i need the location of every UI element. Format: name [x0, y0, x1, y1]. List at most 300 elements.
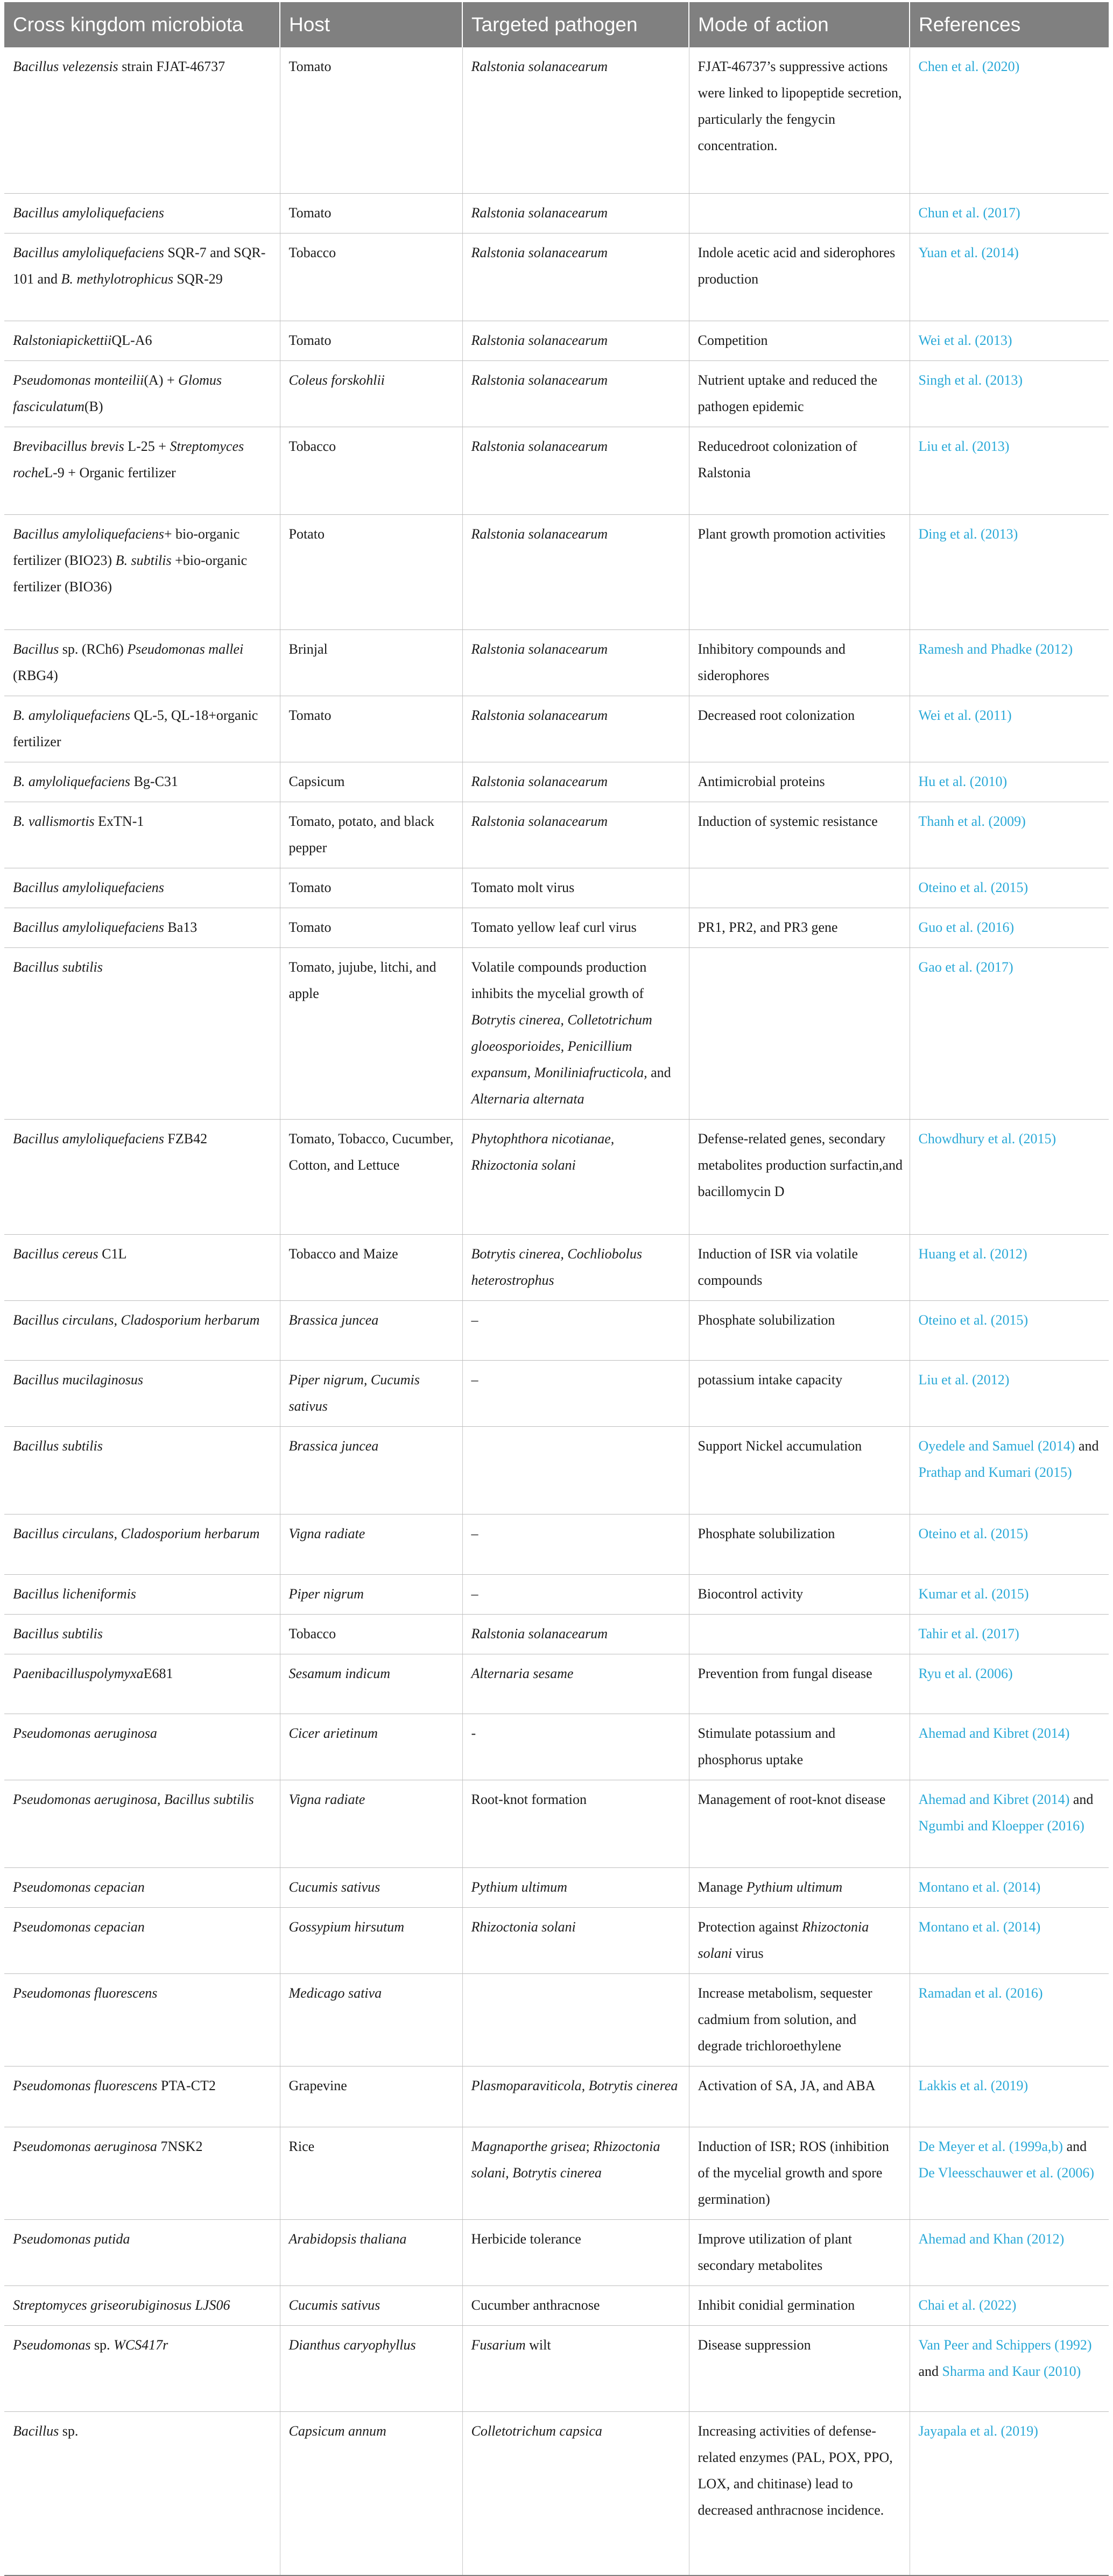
cell-text: and [1075, 1438, 1099, 1454]
cell-text: – [471, 1312, 478, 1328]
cell-text: Glomus fasciculatum [13, 372, 222, 414]
cell-text: Bacillus cereus [13, 1245, 98, 1262]
cell-references [910, 1780, 1109, 1867]
cell-text: Sesamum indicum [288, 1665, 390, 1681]
cell-targeted-pathogen [462, 2219, 689, 2285]
cell-references [910, 1973, 1109, 2066]
cell-text: Decreased root colonization [698, 707, 855, 723]
cell-text: ExTN-1 [94, 813, 144, 829]
table-row [4, 947, 1109, 1119]
cell-mode-of-action [689, 1973, 910, 2066]
cell-text: Ralstonia solanacearum [471, 59, 608, 74]
reference-link[interactable]: Ahemad and Kibret (2014) [918, 1725, 1070, 1741]
cell-text: Tomato, potato, and black pepper [288, 813, 434, 855]
cell-text: Botrytis cinerea, Cochliobolus heterostrophus [471, 1245, 642, 1288]
cell-text: Bacillus velezensis [13, 59, 118, 74]
cell-text: Piper nigrum, Cucumis sativus [288, 1371, 420, 1414]
cell-text: Botrytis cinerea, Colletotrichum gloeosporioides, Penicillium expansum, Moniliniafructicola, [471, 1011, 652, 1080]
reference-link[interactable]: Oteino et al. (2015) [918, 1312, 1029, 1328]
cell-microbiota [4, 47, 280, 193]
reference-link[interactable]: De Meyer et al. (1999a,b) [918, 2138, 1063, 2154]
reference-link[interactable]: Gao et al. (2017) [918, 959, 1013, 975]
cell-text: Tomato [288, 332, 332, 348]
cell-microbiota [4, 1514, 280, 1574]
cell-microbiota [4, 2066, 280, 2127]
cell-text: WCS417r [114, 2337, 168, 2353]
cell-mode-of-action [689, 696, 910, 762]
cell-references [910, 868, 1109, 908]
table-row [4, 1654, 1109, 1714]
cell-host [280, 1426, 462, 1514]
cell-targeted-pathogen [462, 1574, 689, 1614]
table-row [4, 427, 1109, 514]
cell-text: + bio-organic fertilizer (BIO23) [13, 526, 240, 568]
cell-text: Pseudomonas fluorescens [13, 1985, 158, 2001]
cell-text: and [1069, 1791, 1094, 1807]
cell-text: B. subtilis [115, 552, 172, 568]
table-row [4, 629, 1109, 696]
cell-text: Magnaporthe grisea [471, 2138, 586, 2154]
table-row [4, 514, 1109, 629]
cell-references [910, 762, 1109, 802]
cell-text: Prevention from fungal disease [698, 1665, 872, 1681]
table-row [4, 47, 1109, 193]
cell-host [280, 1574, 462, 1614]
cell-text: Pseudomonas mallei [127, 641, 244, 657]
reference-link[interactable]: Wei et al. (2011) [918, 707, 1012, 723]
cell-text: Pseudomonas aeruginosa [13, 2138, 157, 2154]
cell-microbiota [4, 908, 280, 947]
cell-text: Arabidopsis thaliana [288, 2231, 407, 2247]
cell-text: Ralstonia solanacearum [471, 641, 608, 657]
cell-microbiota [4, 1614, 280, 1654]
reference-link[interactable]: Huang et al. (2012) [918, 1245, 1027, 1262]
cell-references [910, 1119, 1109, 1234]
cell-host [280, 233, 462, 321]
cell-references [910, 2127, 1109, 2219]
cell-mode-of-action [689, 2127, 910, 2219]
cell-text: Tobacco [288, 1625, 336, 1641]
reference-link[interactable]: Ramadan et al. (2016) [918, 1985, 1043, 2001]
cell-text: Bacillus amyloliquefaciens [13, 244, 164, 260]
cell-references [910, 696, 1109, 762]
reference-link[interactable]: Chen et al. (2020) [918, 59, 1020, 74]
cell-text: Tomato [288, 204, 332, 221]
cell-references [910, 233, 1109, 321]
cell-references [910, 1654, 1109, 1714]
cell-text: FZB42 [164, 1130, 208, 1147]
cell-text: (A) + [144, 372, 179, 388]
reference-link[interactable]: Wei et al. (2013) [918, 332, 1012, 348]
reference-link[interactable]: De Vleesschauwer et al. (2006) [918, 2164, 1095, 2181]
table-row [4, 762, 1109, 802]
cell-text: Ralstonia solanacearum [471, 204, 608, 221]
reference-link[interactable]: Prathap and Kumari (2015) [918, 1464, 1072, 1480]
cell-microbiota [4, 233, 280, 321]
cell-text: Bacillus amyloliquefaciens [13, 879, 164, 895]
cell-targeted-pathogen [462, 868, 689, 908]
cell-host [280, 1867, 462, 1907]
reference-link[interactable]: Ryu et al. (2006) [918, 1665, 1013, 1681]
reference-link[interactable]: Ramesh and Phadke (2012) [918, 641, 1073, 657]
cell-text: Bacillus amyloliquefaciens [13, 919, 164, 935]
cell-text: L-9 + Organic fertilizer [44, 464, 176, 480]
cell-text: Streptomyces griseorubiginosus LJS06 [13, 2297, 230, 2313]
table-row [4, 2219, 1109, 2285]
table-row [4, 233, 1109, 321]
cell-text: Reducedroot colonization of Ralstonia [698, 438, 857, 480]
reference-link[interactable]: Montano et al. (2014) [918, 1919, 1041, 1935]
cell-text: Disease suppression [698, 2337, 811, 2353]
cell-host [280, 2285, 462, 2325]
cell-text: Rhizoctonia solani [471, 1919, 576, 1935]
cell-text: Inhibit conidial germination [698, 2297, 855, 2313]
cell-text: Tobacco and Maize [288, 1245, 398, 1262]
cell-text: potassium intake capacity [698, 1371, 843, 1388]
reference-link[interactable]: Sharma and Kaur (2010) [942, 2363, 1081, 2379]
cell-references [910, 2066, 1109, 2127]
table-row [4, 1714, 1109, 1780]
microbiota-table [4, 2, 1109, 2576]
cell-mode-of-action [689, 1300, 910, 1360]
cell-microbiota [4, 514, 280, 629]
cell-text: Indole acetic acid and siderophores production [698, 244, 896, 287]
cell-targeted-pathogen [462, 427, 689, 514]
cell-targeted-pathogen [462, 360, 689, 427]
cell-targeted-pathogen [462, 762, 689, 802]
cell-mode-of-action [689, 1907, 910, 1973]
reference-link[interactable]: Chowdhury et al. (2015) [918, 1130, 1056, 1147]
cell-references [910, 2219, 1109, 2285]
cell-host [280, 2219, 462, 2285]
cell-text: Capsicum [288, 773, 345, 789]
cell-mode-of-action [689, 2219, 910, 2285]
table-row [4, 360, 1109, 427]
cell-text: sp. [59, 2423, 79, 2439]
cell-targeted-pathogen [462, 1714, 689, 1780]
cell-mode-of-action [689, 1360, 910, 1426]
cell-host [280, 514, 462, 629]
cell-text: (B) [84, 398, 103, 414]
cell-mode-of-action [689, 360, 910, 427]
cell-text: L-25 + [124, 438, 170, 454]
cell-text: Ba13 [164, 919, 198, 935]
cell-mode-of-action [689, 1714, 910, 1780]
table-row [4, 868, 1109, 908]
cell-text: Antimicrobial proteins [698, 773, 825, 789]
cell-microbiota [4, 1119, 280, 1234]
cell-microbiota [4, 2285, 280, 2325]
cell-microbiota [4, 1867, 280, 1907]
cell-text: Colletotrichum capsica [471, 2423, 602, 2439]
cell-host [280, 2066, 462, 2127]
cell-text: Cucumber anthracnose [471, 2297, 600, 2313]
cell-text: Bacillus [13, 641, 59, 657]
table-row [4, 1360, 1109, 1426]
cell-targeted-pathogen [462, 1614, 689, 1654]
reference-link[interactable]: Tahir et al. (2017) [918, 1625, 1019, 1641]
cell-microbiota [4, 193, 280, 233]
table-row [4, 2127, 1109, 2219]
cell-mode-of-action [689, 947, 910, 1119]
cell-text: Volatile compounds production inhibits the mycelial growth of [471, 959, 647, 1001]
cell-host [280, 1973, 462, 2066]
cell-targeted-pathogen [462, 1426, 689, 1514]
cell-text: sp. [90, 2337, 114, 2353]
cell-text: Increasing activities of defense-related enzymes (PAL, POX, PPO, LOX, and chitinase) lead to decreased anthracnose incidence. [698, 2423, 893, 2518]
cell-text: Fusarium [471, 2337, 526, 2353]
reference-link[interactable]: Singh et al. (2013) [918, 372, 1023, 388]
cell-targeted-pathogen [462, 2066, 689, 2127]
cell-text: SQR-29 [173, 271, 223, 287]
table-header [4, 2, 1109, 47]
cell-text: Tomato [288, 879, 332, 895]
cell-microbiota [4, 1234, 280, 1300]
cell-text: Ralstonia solanacearum [471, 1625, 608, 1641]
cell-text: Cucumis sativus [288, 1879, 381, 1895]
reference-link[interactable]: Jayapala et al. (2019) [918, 2423, 1038, 2439]
header-microbiota: Cross kingdom microbiota [4, 2, 280, 47]
cell-text: Defense-related genes, secondary metabolites production surfactin,and bacillomycin D [698, 1130, 903, 1199]
cell-text: B. amyloliquefaciens [13, 707, 131, 723]
cell-text: Ralstonia solanacearum [471, 773, 608, 789]
cell-mode-of-action [689, 1514, 910, 1574]
cell-text: Ralstonia solanacearum [471, 438, 608, 454]
cell-text: Stimulate potassium and phosphorus uptake [698, 1725, 836, 1767]
cell-microbiota [4, 1654, 280, 1714]
cell-references [910, 1234, 1109, 1300]
reference-link[interactable]: Ding et al. (2013) [918, 526, 1018, 542]
reference-link[interactable]: Liu et al. (2012) [918, 1371, 1010, 1388]
cell-host [280, 1360, 462, 1426]
reference-link[interactable]: Montano et al. (2014) [918, 1879, 1041, 1895]
cell-text: Management of root-knot disease [698, 1791, 886, 1807]
cell-text: Rhizoctonia solani [698, 1919, 869, 1961]
cell-targeted-pathogen [462, 908, 689, 947]
reference-link[interactable]: Yuan et al. (2014) [918, 244, 1019, 260]
cell-mode-of-action [689, 233, 910, 321]
cell-mode-of-action [689, 514, 910, 629]
cell-microbiota [4, 427, 280, 514]
cell-mode-of-action [689, 2066, 910, 2127]
cell-text: Support Nickel accumulation [698, 1438, 862, 1454]
cell-text: Ralstoniapickettii [13, 332, 112, 348]
table-row [4, 908, 1109, 947]
cell-host [280, 360, 462, 427]
cell-targeted-pathogen [462, 802, 689, 868]
cell-text: Bacillus circulans, Cladosporium herbarum [13, 1525, 260, 1541]
cell-host [280, 193, 462, 233]
cell-microbiota [4, 868, 280, 908]
cell-text: Bacillus subtilis [13, 1625, 103, 1641]
cell-host [280, 947, 462, 1119]
cell-microbiota [4, 1360, 280, 1426]
reference-link[interactable]: Guo et al. (2016) [918, 919, 1015, 935]
cell-references [910, 47, 1109, 193]
cell-mode-of-action [689, 193, 910, 233]
cell-text: Tobacco [288, 244, 336, 260]
cell-text: Biocontrol activity [698, 1586, 804, 1602]
cell-mode-of-action [689, 868, 910, 908]
cell-host [280, 868, 462, 908]
cell-references [910, 1426, 1109, 1514]
reference-link[interactable]: Lakkis et al. (2019) [918, 2077, 1029, 2093]
cell-text: virus [732, 1945, 764, 1961]
cell-text: 7NSK2 [157, 2138, 203, 2154]
cell-text: Bacillus circulans, Cladosporium herbarum [13, 1312, 260, 1328]
cell-mode-of-action [689, 2411, 910, 2575]
cell-microbiota [4, 2219, 280, 2285]
table-row [4, 1973, 1109, 2066]
cell-references [910, 193, 1109, 233]
cell-text: Alternaria sesame [471, 1665, 574, 1681]
cell-text: E681 [143, 1665, 173, 1681]
cell-text: Bacillus amyloliquefaciens [13, 204, 164, 221]
table-row [4, 2325, 1109, 2411]
cell-references [910, 2325, 1109, 2411]
cell-text: C1L [98, 1245, 127, 1262]
cell-text: Protection against [698, 1919, 802, 1935]
cell-host [280, 1514, 462, 1574]
cell-mode-of-action [689, 762, 910, 802]
cell-mode-of-action [689, 321, 910, 360]
cell-targeted-pathogen [462, 1360, 689, 1426]
table-row [4, 1300, 1109, 1360]
reference-link[interactable]: Hu et al. (2010) [918, 773, 1008, 789]
cell-host [280, 1654, 462, 1714]
cell-references [910, 802, 1109, 868]
cell-text: Vigna radiate [288, 1791, 365, 1807]
cell-host [280, 2411, 462, 2575]
cell-text: - [471, 1725, 476, 1741]
cell-text: Phosphate solubilization [698, 1312, 835, 1328]
reference-link[interactable]: Ahemad and Kibret (2014) [918, 1791, 1070, 1807]
header-host: Host [280, 2, 462, 47]
cell-text: Bacillus amyloliquefaciens [13, 526, 164, 542]
cell-targeted-pathogen [462, 1973, 689, 2066]
cell-text: Tomato [288, 59, 332, 74]
cell-text: Dianthus caryophyllus [288, 2337, 416, 2353]
cell-microbiota [4, 1574, 280, 1614]
cell-text: Ralstonia solanacearum [471, 813, 608, 829]
table-row [4, 2411, 1109, 2575]
reference-link[interactable]: Chun et al. (2017) [918, 204, 1020, 221]
cell-mode-of-action [689, 2325, 910, 2411]
cell-text: QL-A6 [111, 332, 152, 348]
cell-text: Pseudomonas cepacian [13, 1879, 145, 1895]
table-row [4, 2285, 1109, 2325]
cell-text: Ralstonia solanacearum [471, 244, 608, 260]
cell-text: Nutrient uptake and reduced the pathogen epidemic [698, 372, 878, 414]
cell-microbiota [4, 2127, 280, 2219]
cell-microbiota [4, 947, 280, 1119]
reference-link[interactable]: Ahemad and Khan (2012) [918, 2231, 1065, 2247]
cell-host [280, 2325, 462, 2411]
cell-host [280, 1907, 462, 1973]
cell-references [910, 2285, 1109, 2325]
cell-text: PR1, PR2, and PR3 gene [698, 919, 838, 935]
table-row [4, 1514, 1109, 1574]
reference-link[interactable]: Oteino et al. (2015) [918, 879, 1029, 895]
cell-text: Tomato yellow leaf curl virus [471, 919, 637, 935]
cell-references [910, 1867, 1109, 1907]
cell-text: Alternaria alternata [471, 1091, 584, 1107]
header-mode-of-action: Mode of action [689, 2, 910, 47]
cell-text: Tomato, jujube, litchi, and apple [288, 959, 436, 1001]
cell-targeted-pathogen [462, 1907, 689, 1973]
reference-link[interactable]: Oyedele and Samuel (2014) [918, 1438, 1075, 1454]
cell-references [910, 1614, 1109, 1654]
cell-microbiota [4, 360, 280, 427]
table-row [4, 1780, 1109, 1867]
reference-link[interactable]: Chai et al. (2022) [918, 2297, 1017, 2313]
microbiota-table-container [4, 2, 1109, 2576]
table-row [4, 2066, 1109, 2127]
cell-mode-of-action [689, 1780, 910, 1867]
cell-text: FJAT-46737’s suppressive actions were linked to lipopeptide secretion, particularly the fengycin concentration. [698, 59, 902, 153]
cell-text: Improve utilization of plant secondary metabolites [698, 2231, 853, 2273]
cell-text: Plasmoparaviticola, Botrytis cinerea [471, 2077, 678, 2093]
cell-host [280, 321, 462, 360]
cell-text: Pythium ultimum [471, 1879, 567, 1895]
cell-text: Inhibitory compounds and siderophores [698, 641, 846, 683]
cell-text: B. methylotrophicus [61, 271, 173, 287]
reference-link[interactable]: Oteino et al. (2015) [918, 1525, 1029, 1541]
reference-link[interactable]: Van Peer and Schippers (1992) [918, 2337, 1092, 2353]
cell-targeted-pathogen [462, 2325, 689, 2411]
reference-link[interactable]: Thanh et al. (2009) [918, 813, 1026, 829]
cell-mode-of-action [689, 1867, 910, 1907]
cell-targeted-pathogen [462, 2285, 689, 2325]
cell-references [910, 1360, 1109, 1426]
table-row [4, 1907, 1109, 1973]
cell-mode-of-action [689, 1426, 910, 1514]
cell-host [280, 47, 462, 193]
cell-text: Pythium ultimum [746, 1879, 843, 1895]
cell-references [910, 360, 1109, 427]
cell-mode-of-action [689, 1574, 910, 1614]
table-header-row [4, 2, 1109, 47]
cell-text: Bacillus [13, 2423, 59, 2439]
table-row [4, 321, 1109, 360]
cell-text: Root-knot formation [471, 1791, 587, 1807]
cell-mode-of-action [689, 427, 910, 514]
cell-host [280, 2127, 462, 2219]
reference-link[interactable]: Liu et al. (2013) [918, 438, 1010, 454]
cell-references [910, 1714, 1109, 1780]
cell-text: and [918, 2363, 942, 2379]
cell-mode-of-action [689, 1119, 910, 1234]
reference-link[interactable]: Kumar et al. (2015) [918, 1586, 1029, 1602]
cell-text: Capsicum annum [288, 2423, 386, 2439]
cell-text: Streptomyces roche [13, 438, 244, 480]
cell-text: Cucumis sativus [288, 2297, 381, 2313]
cell-text: Phytophthora nicotianae, Rhizoctonia solani [471, 1130, 615, 1173]
cell-microbiota [4, 1973, 280, 2066]
cell-text: PTA-CT2 [157, 2077, 216, 2093]
cell-host [280, 1300, 462, 1360]
cell-text: Gossypium hirsutum [288, 1919, 405, 1935]
reference-link[interactable]: Ngumbi and Kloepper (2016) [918, 1817, 1084, 1834]
cell-targeted-pathogen [462, 2411, 689, 2575]
cell-targeted-pathogen [462, 1780, 689, 1867]
cell-text: strain FJAT-46737 [118, 59, 226, 74]
table-row [4, 1614, 1109, 1654]
cell-targeted-pathogen [462, 321, 689, 360]
table-row [4, 1119, 1109, 1234]
cell-text: – [471, 1371, 478, 1388]
table-row [4, 1867, 1109, 1907]
